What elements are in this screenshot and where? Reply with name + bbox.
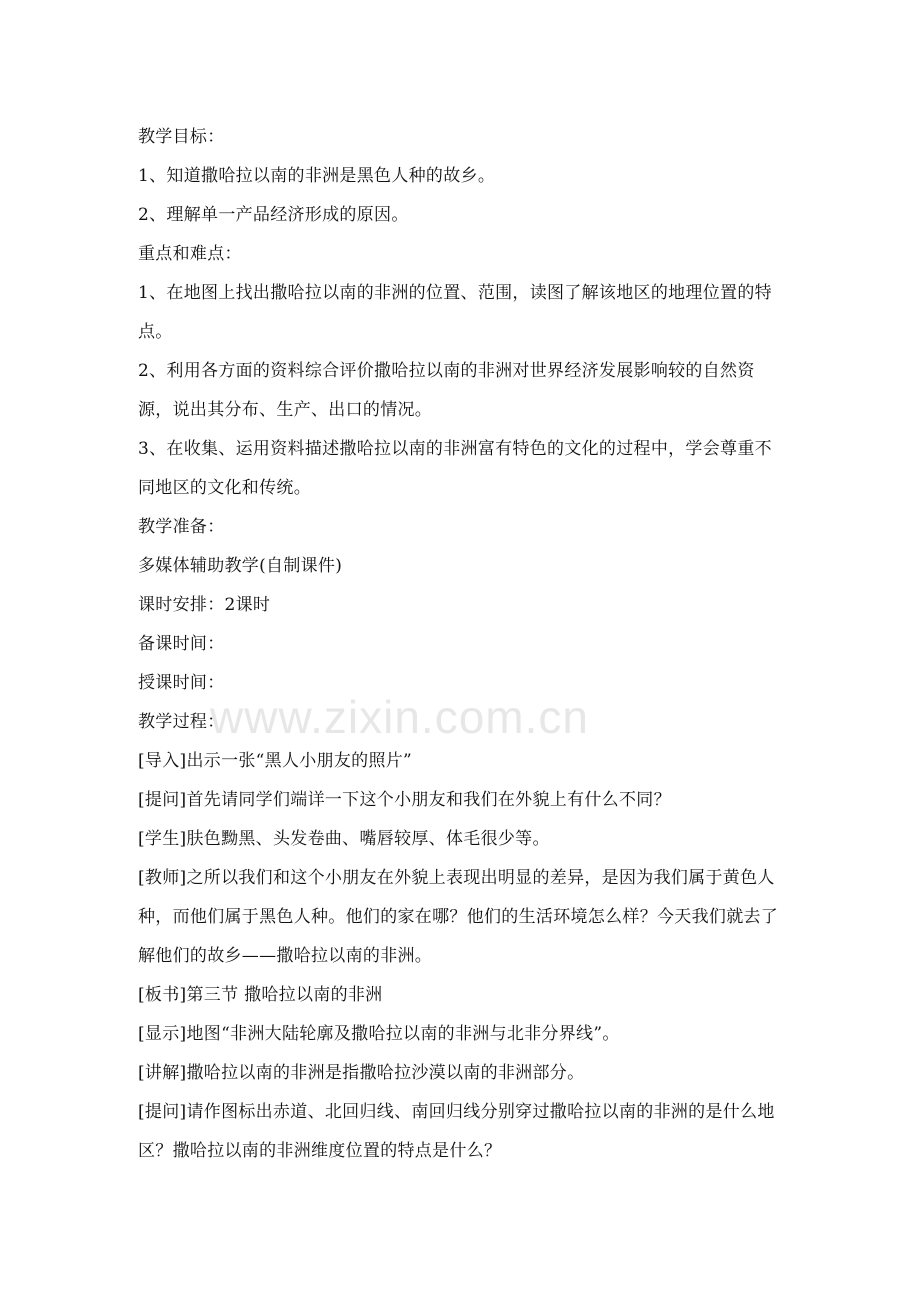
goal-item: 1、知道撒哈拉以南的非洲是黑色人种的故乡。 [138,166,496,186]
process-step: [提问]首先请同学们端详一下这个小朋友和我们在外貌上有什么不同？ [138,790,671,810]
process-step: [提问]请作图标出赤道、北回归线、南回归线分别穿过撒哈拉以南的非洲的是什么地区？撒哈拉以南的非洲维度位置的特点是什么？ [138,1102,775,1161]
teaching-time-text: 授课时间： [138,673,225,693]
process-step: [讲解]撒哈拉以南的非洲是指撒哈拉沙漠以南的非洲部分。 [138,1063,585,1083]
process-step: [显示]地图“非洲大陆轮廓及撒哈拉以南的非洲与北非分界线”。 [138,1024,620,1044]
document-body [138,118,784,1171]
process-step: [学生]肤色黝黑、头发卷曲、嘴唇较厚、体毛很少等。 [138,829,550,849]
key-point-item: 2、利用各方面的资料综合评价撒哈拉以南的非洲对世界经济发展影响较的自然资源，说出其分布、生产、出口的情况。 [138,361,755,420]
process-step: [板书]第三节 撒哈拉以南的非洲 [138,985,383,1005]
goal-item: 2、理解单一产品经济形成的原因。 [138,205,409,225]
heading-key-points: 重点和难点： [138,244,242,264]
watermark: www.zixin.com.cn [210,691,589,743]
heading-preparation: 教学准备： [138,517,225,537]
key-point-item: 3、在收集、运用资料描述撒哈拉以南的非洲富有特色的文化的过程中，学会尊重不同地区的文化和传统。 [138,439,772,498]
preparation-text: 多媒体辅助教学(自制课件) [138,556,343,576]
heading-teaching-goals: 教学目标： [138,127,225,147]
prep-time-text: 备课时间： [138,634,225,654]
process-step: [教师]之所以我们和这个小朋友在外貌上表现出明显的差异，是因为我们属于黄色人种，而他们属于黑色人种。他们的家在哪？他们的生活环境怎么样？今天我们就去了解他们的故乡——撒哈拉以南的非洲。 [138,868,779,966]
process-step: [导入]出示一张“黑人小朋友的照片” [138,751,413,771]
key-point-item: 1、在地图上找出撒哈拉以南的非洲的位置、范围，读图了解该地区的地理位置的特点。 [138,283,772,342]
schedule-text: 课时安排：2课时 [138,595,271,615]
heading-process: 教学过程： [138,712,225,732]
